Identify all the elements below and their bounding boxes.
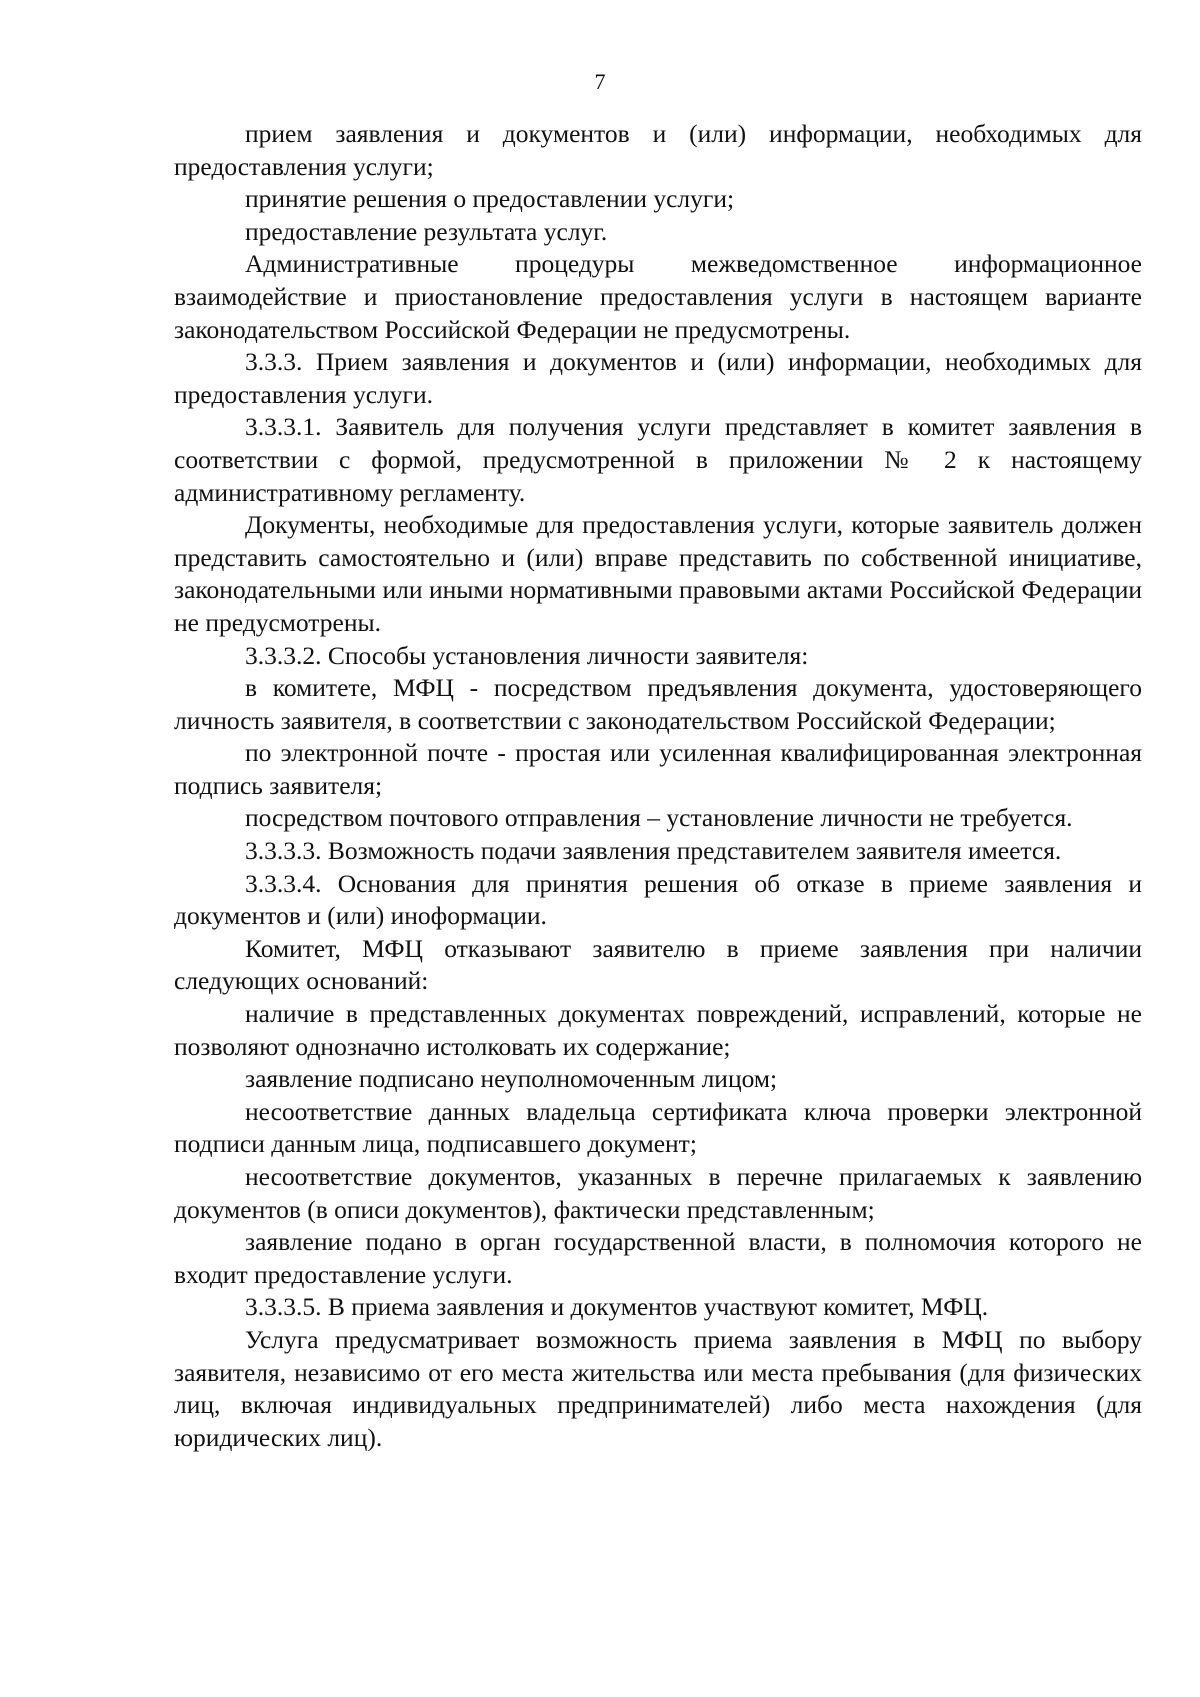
page-number: 7	[594, 69, 606, 94]
paragraph: посредством почтового отправления – установление личности не требуется.	[245, 803, 1073, 833]
paragraph: заявление подписано неуполномоченным лицом;	[245, 1064, 778, 1094]
paragraph: по электронной почте - простая или усиленная квалифицированная электронная подпись заявителя;	[174, 738, 1142, 800]
paragraph: 3.3.3.4. Основания для принятия решения об отказе в приеме заявления и документов и (или) иноформации.	[174, 868, 1142, 931]
paragraph: несоответствие документов, указанных в перечне прилагаемых к заявлению документов (в описи документов), фактически представленным;	[174, 1162, 1142, 1224]
paragraph: 3.3.3.3. Возможность подачи заявления представителем заявителя имеется.	[245, 836, 1062, 866]
paragraph: 3.3.3.1. Заявитель для получения услуги представляет в комитет заявления в соответствии с формой, предусмотренной в приложении № 2 к настоящему административному регламенту.	[174, 412, 1142, 507]
paragraph: предоставление результата услуг.	[245, 216, 608, 246]
paragraph: Административные процедуры межведомственное информационное взаимодействие и приостановление предоставления услуги в настоящем варианте законодательством Российской Федерации не предусмотрены.	[174, 249, 1142, 344]
document-body	[174, 118, 1142, 1454]
paragraph: заявление подано в орган государственной власти, в полномочия которого не входит предоставление услуги.	[174, 1227, 1142, 1289]
paragraph: 3.3.3.2. Способы установления личности заявителя:	[245, 640, 809, 670]
paragraph: несоответствие данных владельца сертификата ключа проверки электронной подписи данным лица, подписавшего документ;	[174, 1096, 1142, 1159]
paragraph: Услуга предусматривает возможность приема заявления в МФЦ по выбору заявителя, независимо от его места жительства или места пребывания (для физических лиц, включая индивидуальных предпринимателей) либо места нахождения (для юридических лиц).	[174, 1324, 1142, 1452]
paragraph: в комитете, МФЦ - посредством предъявления документа, удостоверяющего личность заявителя, в соответствии с законодательством Российской Федерации;	[174, 673, 1142, 735]
paragraph: принятие решения о предоставлении услуги;	[245, 184, 735, 214]
paragraph: наличие в представленных документах повреждений, исправлений, которые не позволяют однозначно истолковать их содержание;	[174, 999, 1142, 1061]
paragraph: прием заявления и документов и (или) информации, необходимых для предоставления услуги;	[174, 119, 1142, 181]
paragraph: Комитет, МФЦ отказывают заявителю в приеме заявления при наличии следующих оснований:	[174, 933, 1142, 996]
paragraph: 3.3.3. Прием заявления и документов и (или) информации, необходимых для предоставления услуги.	[174, 347, 1142, 409]
paragraph: Документы, необходимые для предоставления услуги, которые заявитель должен представить самостоятельно и (или) вправе представить по собственной инициативе, законодательными или иными нормативными правовыми актами Российской Федерации не предусмотрены.	[174, 510, 1142, 637]
paragraph: 3.3.3.5. В приема заявления и документов участвуют комитет, МФЦ.	[245, 1292, 989, 1322]
